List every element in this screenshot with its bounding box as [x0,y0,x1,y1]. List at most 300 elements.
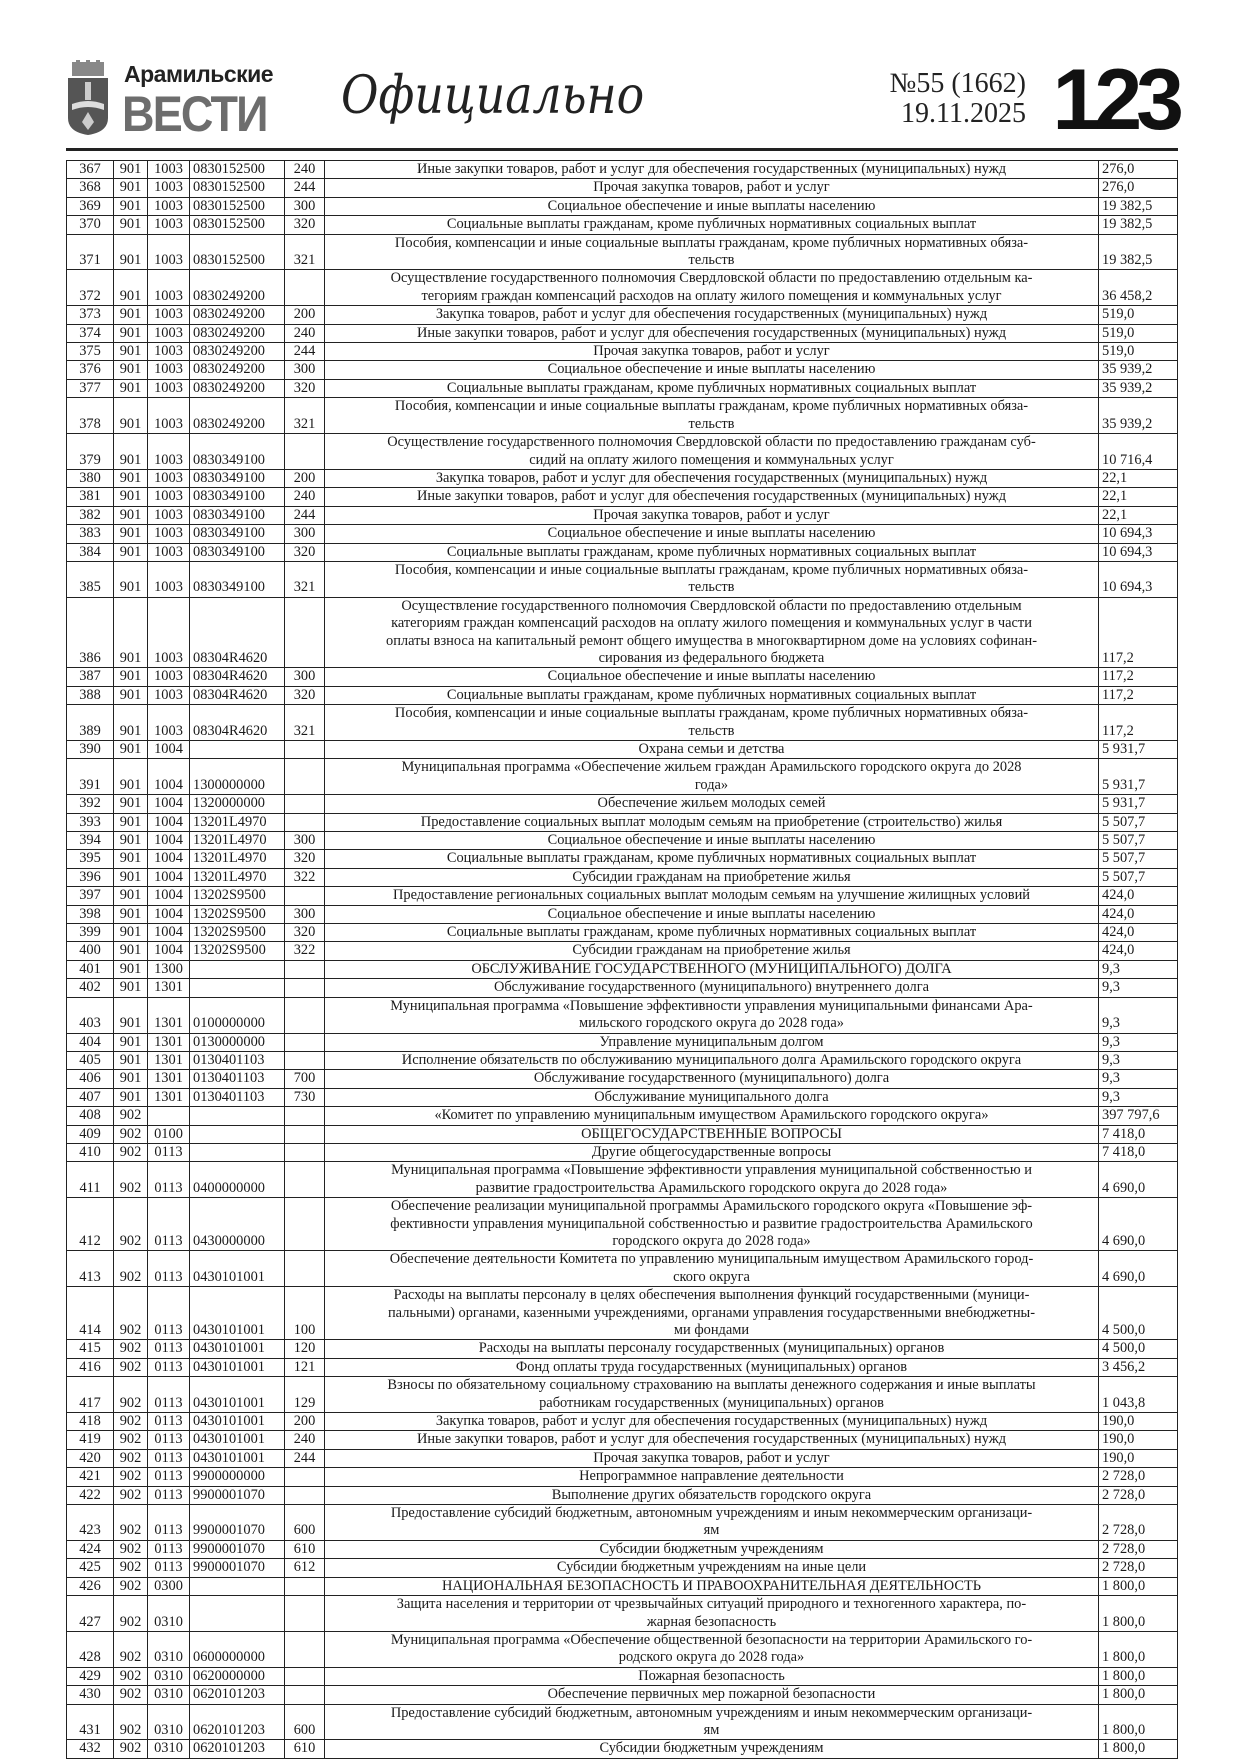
expense-type-cell: 730 [285,1088,325,1106]
target-article-cell: 0130000000 [190,1033,285,1051]
amount-cell: 9,3 [1099,1051,1178,1069]
description-cell: Субсидии бюджетным учреждениям на иные цели [325,1559,1099,1577]
description-cell: Прочая закупка товаров, работ и услуг [325,179,1099,197]
department-code-cell: 901 [114,905,148,923]
expense-type-cell [285,1107,325,1125]
target-article-cell: 0830249200 [190,379,285,397]
amount-cell: 4 690,0 [1099,1251,1178,1287]
section-code-cell: 0100 [148,1125,190,1143]
section-code-cell: 1003 [148,216,190,234]
department-code-cell: 901 [114,398,148,434]
section-code-cell: 0113 [148,1449,190,1467]
target-article-cell: 08304R4620 [190,686,285,704]
department-code-cell: 902 [114,1143,148,1161]
description-cell: Другие общегосударственные вопросы [325,1143,1099,1161]
section-code-cell: 1003 [148,234,190,270]
row-number-cell: 396 [67,868,114,886]
section-code-cell: 1003 [148,597,190,668]
row-number-cell: 381 [67,488,114,506]
department-code-cell: 902 [114,1505,148,1541]
expense-type-cell [285,1631,325,1667]
expense-type-cell [285,1198,325,1251]
target-article-cell: 0830249200 [190,343,285,361]
coat-of-arms-icon [66,60,110,135]
target-article-cell: 0830249200 [190,306,285,324]
row-number-cell: 392 [67,795,114,813]
target-article-cell: 9900001070 [190,1559,285,1577]
row-number-cell: 385 [67,561,114,597]
expense-type-cell [285,1033,325,1051]
description-cell: Социальное обеспечение и иные выплаты населению [325,832,1099,850]
row-number-cell: 409 [67,1125,114,1143]
amount-cell: 7 418,0 [1099,1125,1178,1143]
target-article-cell: 0830349100 [190,434,285,470]
expense-type-cell: 120 [285,1340,325,1358]
description-cell: Пожарная безопасность [325,1667,1099,1685]
target-article-cell: 0430101001 [190,1287,285,1340]
section-code-cell: 1003 [148,197,190,215]
table-row [67,942,1178,960]
expense-type-cell: 320 [285,216,325,234]
department-code-cell: 902 [114,1577,148,1595]
target-article-cell: 1320000000 [190,795,285,813]
row-number-cell: 400 [67,942,114,960]
description-cell: Расходы на выплаты персоналу государственных (муниципальных) органов [325,1340,1099,1358]
row-number-cell: 386 [67,597,114,668]
target-article-cell: 0430101001 [190,1340,285,1358]
table-row [67,1162,1178,1198]
table-row [67,525,1178,543]
amount-cell: 1 800,0 [1099,1740,1178,1758]
department-code-cell: 901 [114,759,148,795]
target-article-cell: 13202S9500 [190,887,285,905]
issue-number: №55 (1662) [889,68,1026,99]
amount-cell: 2 728,0 [1099,1468,1178,1486]
amount-cell: 1 800,0 [1099,1667,1178,1685]
department-code-cell: 901 [114,434,148,470]
description-cell: Социальное обеспечение и иные выплаты населению [325,197,1099,215]
expense-type-cell: 240 [285,324,325,342]
amount-cell: 19 382,5 [1099,216,1178,234]
expense-type-cell: 321 [285,705,325,741]
row-number-cell: 375 [67,343,114,361]
expense-type-cell: 600 [285,1505,325,1541]
description-cell: Муниципальная программа «Повышение эффективности управления муниципальными финансами Ара- мильского городского округа до 2028 года» [325,997,1099,1033]
target-article-cell: 0830349100 [190,525,285,543]
section-code-cell: 0310 [148,1631,190,1667]
row-number-cell: 411 [67,1162,114,1198]
expense-type-cell: 121 [285,1358,325,1376]
target-article-cell: 13202S9500 [190,905,285,923]
budget-table-body [67,161,1178,1759]
table-row [67,597,1178,668]
section-code-cell: 1004 [148,850,190,868]
section-code-cell: 1003 [148,343,190,361]
row-number-cell: 402 [67,979,114,997]
section-code-cell: 1003 [148,469,190,487]
section-code-cell: 0113 [148,1162,190,1198]
table-row [67,997,1178,1033]
department-code-cell: 902 [114,1287,148,1340]
section-code-cell: 0300 [148,1577,190,1595]
table-row [67,379,1178,397]
section-code-cell: 1003 [148,543,190,561]
table-row [67,686,1178,704]
section-code-cell: 0113 [148,1377,190,1413]
section-code-cell: 1301 [148,1033,190,1051]
row-number-cell: 407 [67,1088,114,1106]
description-cell: Социальные выплаты гражданам, кроме публичных нормативных социальных выплат [325,216,1099,234]
department-code-cell: 901 [114,960,148,978]
table-row [67,1088,1178,1106]
department-code-cell: 902 [114,1704,148,1740]
department-code-cell: 901 [114,686,148,704]
description-cell: Иные закупки товаров, работ и услуг для обеспечения государственных (муниципальных) нужд [325,324,1099,342]
section-code-cell: 1003 [148,398,190,434]
row-number-cell: 423 [67,1505,114,1541]
description-cell: Обеспечение деятельности Комитета по управлению муниципальным имуществом Арамильского город- ского округа [325,1251,1099,1287]
description-cell: Прочая закупка товаров, работ и услуг [325,1449,1099,1467]
department-code-cell: 901 [114,379,148,397]
table-row [67,1377,1178,1413]
expense-type-cell [285,813,325,831]
department-code-cell: 901 [114,868,148,886]
page-header [66,52,1178,150]
description-cell: Обеспечение первичных мер пожарной безопасности [325,1686,1099,1704]
amount-cell: 10 694,3 [1099,561,1178,597]
section-code-cell: 1003 [148,361,190,379]
target-article-cell: 0430101001 [190,1358,285,1376]
table-row [67,1033,1178,1051]
budget-table [66,160,1178,1759]
department-code-cell: 902 [114,1667,148,1685]
table-row [67,1704,1178,1740]
row-number-cell: 414 [67,1287,114,1340]
expense-type-cell [285,1577,325,1595]
target-article-cell: 0830249200 [190,270,285,306]
row-number-cell: 427 [67,1596,114,1632]
department-code-cell: 902 [114,1377,148,1413]
section-code-cell: 1003 [148,324,190,342]
section-code-cell: 0310 [148,1740,190,1758]
description-cell: Предоставление субсидий бюджетным, автономным учреждениям и иным некоммерческим организаци- ям [325,1505,1099,1541]
section-code-cell: 0113 [148,1143,190,1161]
row-number-cell: 426 [67,1577,114,1595]
description-cell: Закупка товаров, работ и услуг для обеспечения государственных (муниципальных) нужд [325,469,1099,487]
row-number-cell: 405 [67,1051,114,1069]
table-row [67,1051,1178,1069]
department-code-cell: 901 [114,1051,148,1069]
section-code-cell: 1301 [148,1088,190,1106]
table-row [67,179,1178,197]
amount-cell: 5 507,7 [1099,813,1178,831]
target-article-cell: 9900001070 [190,1505,285,1541]
amount-cell: 9,3 [1099,1070,1178,1088]
amount-cell: 5 507,7 [1099,868,1178,886]
target-article-cell: 9900001070 [190,1486,285,1504]
section-code-cell: 1004 [148,905,190,923]
amount-cell: 1 043,8 [1099,1377,1178,1413]
department-code-cell: 902 [114,1559,148,1577]
department-code-cell: 902 [114,1162,148,1198]
description-cell: Субсидии бюджетным учреждениям [325,1740,1099,1758]
target-article-cell: 13202S9500 [190,942,285,960]
department-code-cell: 902 [114,1596,148,1632]
section-code-cell: 1004 [148,759,190,795]
target-article-cell: 0620000000 [190,1667,285,1685]
department-code-cell: 901 [114,1088,148,1106]
expense-type-cell [285,1596,325,1632]
description-cell: Фонд оплаты труда государственных (муниципальных) органов [325,1358,1099,1376]
logo-top-text: Арамильские [124,61,274,87]
target-article-cell: 0130401103 [190,1088,285,1106]
department-code-cell: 902 [114,1449,148,1467]
description-cell: Осуществление государственного полномочия Свердловской области по предоставлению гражданам суб- сидий на оплату жилого помещения и коммунальных услуг [325,434,1099,470]
section-code-cell: 0113 [148,1468,190,1486]
row-number-cell: 388 [67,686,114,704]
department-code-cell: 902 [114,1125,148,1143]
table-row [67,741,1178,759]
expense-type-cell: 322 [285,868,325,886]
table-row [67,1540,1178,1558]
amount-cell: 519,0 [1099,306,1178,324]
table-row [67,543,1178,561]
department-code-cell: 902 [114,1251,148,1287]
amount-cell: 424,0 [1099,942,1178,960]
amount-cell: 190,0 [1099,1413,1178,1431]
row-number-cell: 406 [67,1070,114,1088]
section-code-cell: 1003 [148,561,190,597]
table-row [67,1107,1178,1125]
department-code-cell: 901 [114,597,148,668]
amount-cell: 9,3 [1099,997,1178,1033]
department-code-cell: 902 [114,1686,148,1704]
row-number-cell: 399 [67,924,114,942]
department-code-cell: 901 [114,561,148,597]
section-code-cell: 1004 [148,942,190,960]
expense-type-cell: 321 [285,561,325,597]
target-article-cell: 0830349100 [190,488,285,506]
row-number-cell: 403 [67,997,114,1033]
section-code-cell [148,1107,190,1125]
expense-type-cell [285,1143,325,1161]
expense-type-cell: 320 [285,543,325,561]
section-code-cell: 1003 [148,668,190,686]
amount-cell: 424,0 [1099,887,1178,905]
description-cell: ОБСЛУЖИВАНИЕ ГОСУДАРСТВЕННОГО (МУНИЦИПАЛЬНОГО) ДОЛГА [325,960,1099,978]
target-article-cell: 13201L4970 [190,832,285,850]
section-code-cell: 1004 [148,741,190,759]
target-article-cell [190,979,285,997]
amount-cell: 10 716,4 [1099,434,1178,470]
amount-cell: 117,2 [1099,686,1178,704]
section-code-cell: 1301 [148,997,190,1033]
department-code-cell: 902 [114,1540,148,1558]
department-code-cell: 901 [114,1033,148,1051]
description-cell: Субсидии гражданам на приобретение жилья [325,942,1099,960]
table-row [67,197,1178,215]
expense-type-cell [285,741,325,759]
target-article-cell: 0400000000 [190,1162,285,1198]
section-code-cell: 1004 [148,924,190,942]
department-code-cell: 902 [114,1468,148,1486]
section-code-cell: 1301 [148,1051,190,1069]
description-cell: Осуществление государственного полномочия Свердловской области по предоставлению отдельным категориям граждан компенсаций расходов на оплату жилого помещения и коммунальных услуг в части оплаты взноса на капитальный ремонт общего имущества в многоквартирном доме на условиях софинан- сирования из федерального бюджета [325,597,1099,668]
row-number-cell: 408 [67,1107,114,1125]
section-code-cell: 1003 [148,506,190,524]
expense-type-cell: 200 [285,306,325,324]
page-number: 123 [1052,52,1178,148]
expense-type-cell: 320 [285,686,325,704]
amount-cell: 22,1 [1099,469,1178,487]
department-code-cell: 901 [114,197,148,215]
target-article-cell: 13201L4970 [190,850,285,868]
description-cell: Обеспечение жильем молодых семей [325,795,1099,813]
section-code-cell: 1004 [148,813,190,831]
expense-type-cell: 244 [285,1449,325,1467]
table-row [67,469,1178,487]
table-row [67,1577,1178,1595]
table-row [67,924,1178,942]
section-code-cell: 1003 [148,161,190,179]
department-code-cell: 901 [114,179,148,197]
department-code-cell: 901 [114,343,148,361]
row-number-cell: 416 [67,1358,114,1376]
row-number-cell: 379 [67,434,114,470]
description-cell: Социальное обеспечение и иные выплаты населению [325,361,1099,379]
target-article-cell: 0830152500 [190,197,285,215]
row-number-cell: 415 [67,1340,114,1358]
row-number-cell: 370 [67,216,114,234]
table-row [67,1559,1178,1577]
target-article-cell: 08304R4620 [190,668,285,686]
row-number-cell: 425 [67,1559,114,1577]
target-article-cell: 0830152500 [190,161,285,179]
description-cell: Муниципальная программа «Повышение эффективности управления муниципальной собственностью и развитие градостроительства Арамильского городского округа до 2028 года» [325,1162,1099,1198]
department-code-cell: 901 [114,216,148,234]
section-title: Официально [341,66,645,126]
target-article-cell: 0620101203 [190,1740,285,1758]
target-article-cell: 13201L4970 [190,813,285,831]
expense-type-cell: 300 [285,832,325,850]
target-article-cell: 0430101001 [190,1377,285,1413]
description-cell: Иные закупки товаров, работ и услуг для обеспечения государственных (муниципальных) нужд [325,1431,1099,1449]
table-row [67,1686,1178,1704]
department-code-cell: 901 [114,306,148,324]
expense-type-cell: 321 [285,234,325,270]
target-article-cell: 0130401103 [190,1070,285,1088]
amount-cell: 5 931,7 [1099,795,1178,813]
department-code-cell: 902 [114,1486,148,1504]
department-code-cell: 901 [114,705,148,741]
table-row [67,1125,1178,1143]
row-number-cell: 383 [67,525,114,543]
target-article-cell: 0830152500 [190,179,285,197]
description-cell: Обеспечение реализации муниципальной программы Арамильского городского округа «Повышение эф- фективности управления муниципальной собственностью и развитие градостроительства Арамильского городского округа до 2028 года» [325,1198,1099,1251]
target-article-cell [190,1596,285,1632]
section-code-cell: 1003 [148,179,190,197]
expense-type-cell: 100 [285,1287,325,1340]
table-row [67,1431,1178,1449]
target-article-cell: 0620101203 [190,1686,285,1704]
target-article-cell: 13201L4970 [190,868,285,886]
row-number-cell: 417 [67,1377,114,1413]
row-number-cell: 367 [67,161,114,179]
expense-type-cell: 300 [285,197,325,215]
table-row [67,270,1178,306]
department-code-cell: 902 [114,1631,148,1667]
section-code-cell: 1003 [148,306,190,324]
section-code-cell: 0113 [148,1287,190,1340]
description-cell: Непрограммное направление деятельности [325,1468,1099,1486]
amount-cell: 22,1 [1099,506,1178,524]
target-article-cell: 9900001070 [190,1540,285,1558]
target-article-cell: 0430101001 [190,1431,285,1449]
description-cell: НАЦИОНАЛЬНАЯ БЕЗОПАСНОСТЬ И ПРАВООХРАНИТЕЛЬНАЯ ДЕЯТЕЛЬНОСТЬ [325,1577,1099,1595]
description-cell: Иные закупки товаров, работ и услуг для обеспечения государственных (муниципальных) нужд [325,161,1099,179]
expense-type-cell [285,997,325,1033]
target-article-cell: 0830152500 [190,216,285,234]
expense-type-cell: 321 [285,398,325,434]
row-number-cell: 371 [67,234,114,270]
description-cell: Обслуживание государственного (муниципального) внутреннего долга [325,979,1099,997]
row-number-cell: 429 [67,1667,114,1685]
description-cell: Социальные выплаты гражданам, кроме публичных нормативных социальных выплат [325,543,1099,561]
target-article-cell [190,1107,285,1125]
table-row [67,832,1178,850]
table-row [67,488,1178,506]
amount-cell: 5 507,7 [1099,832,1178,850]
section-code-cell: 0113 [148,1198,190,1251]
table-row [67,795,1178,813]
row-number-cell: 372 [67,270,114,306]
amount-cell: 9,3 [1099,1088,1178,1106]
amount-cell: 519,0 [1099,343,1178,361]
table-row [67,434,1178,470]
row-number-cell: 382 [67,506,114,524]
department-code-cell: 901 [114,506,148,524]
target-article-cell [190,1125,285,1143]
section-code-cell: 0113 [148,1358,190,1376]
table-row [67,506,1178,524]
description-cell: Пособия, компенсации и иные социальные выплаты гражданам, кроме публичных нормативных обяза- тельств [325,398,1099,434]
row-number-cell: 378 [67,398,114,434]
amount-cell: 1 800,0 [1099,1577,1178,1595]
department-code-cell: 901 [114,850,148,868]
expense-type-cell: 300 [285,668,325,686]
table-row [67,868,1178,886]
table-row [67,1667,1178,1685]
department-code-cell: 902 [114,1198,148,1251]
target-article-cell: 0430101001 [190,1413,285,1431]
description-cell: Субсидии бюджетным учреждениям [325,1540,1099,1558]
row-number-cell: 395 [67,850,114,868]
amount-cell: 276,0 [1099,161,1178,179]
department-code-cell: 901 [114,668,148,686]
table-row [67,759,1178,795]
description-cell: Взносы по обязательному социальному страхованию на выплаты денежного содержания и иные выплаты работникам государственных (муниципальных) органов [325,1377,1099,1413]
row-number-cell: 368 [67,179,114,197]
expense-type-cell: 300 [285,361,325,379]
department-code-cell: 902 [114,1740,148,1758]
table-row [67,887,1178,905]
description-cell: Социальные выплаты гражданам, кроме публичных нормативных социальных выплат [325,924,1099,942]
section-code-cell: 1003 [148,488,190,506]
department-code-cell: 901 [114,543,148,561]
target-article-cell: 0600000000 [190,1631,285,1667]
expense-type-cell: 612 [285,1559,325,1577]
description-cell: Муниципальная программа «Обеспечение общественной безопасности на территории Арамильского го- родского округа до 2028 года» [325,1631,1099,1667]
